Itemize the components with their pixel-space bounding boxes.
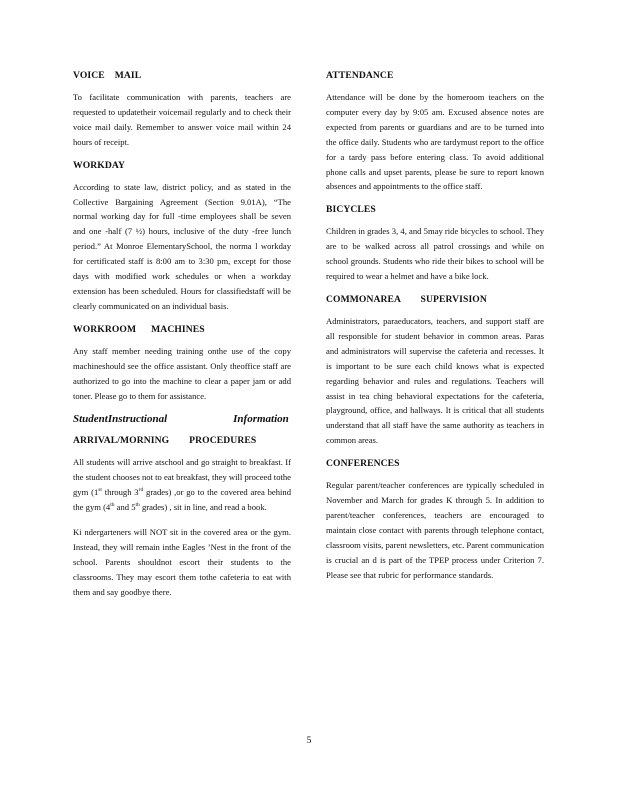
arrival-text-1	[73, 455, 291, 515]
conferences-heading: CONFERENCES	[326, 458, 400, 470]
workday-text: According to state law, district policy, and as stated in the Collective Bargaining Agreement (Section 9.01A), “The normal working day for full -time employees shall be seven and one -half (7 ½) hours, inclusive of the duty -free lunch period.” At Monroe ElementarySchool, the norma l workday for certificated staff is 8:00 am to 3:30 pm, except for those days with modified work schedules or when a workday extension has been scheduled. Hours for classifiedstaff will be clearly communicated on an individual basis.	[73, 181, 291, 311]
arrival-text-1a: All students will arrive atschool and go straight to breakfast. If the student chooses not to eat breakfast, they will proceed tothe gym (1	[73, 457, 291, 498]
common-area-heading: COMMONAREA SUPERVISION	[326, 293, 487, 305]
arrival-text-1b: through 3	[101, 487, 139, 498]
sup-th-2: th	[135, 502, 140, 509]
voice-mail-text: To facilitate communication with parents, teachers are requested to updatetheir voicemail regularly and to check their voice mail daily. Remember to answer voice mail within 24 hours of receipt.	[73, 92, 291, 147]
bicycles-heading: BICYCLES	[326, 204, 376, 216]
sup-st: st	[98, 487, 102, 494]
sup-th-1: th	[110, 502, 115, 509]
page-number: 5	[306, 736, 312, 746]
right-column	[326, 70, 544, 592]
arrival-text-1e: grades) , sit in line, and read a book.	[139, 502, 267, 513]
attendance-section	[326, 70, 544, 194]
conferences-text: Regular parent/teacher conferences are typically scheduled in November and March for grades K through 5. In addition to parent/teacher conferences, teachers are encouraged to maintain close contact with parents through telephone contact, classroom visits, parent newsletters, etc. Parent communication is crucial an d is part of the TPEP process under Criterion 7. Please see that rubric for performance standards.	[326, 480, 544, 580]
arrival-text-1d: and 5	[114, 502, 136, 513]
bicycles-section	[326, 204, 544, 284]
student-info-heading-b: Information	[233, 413, 289, 426]
workroom-text: Any staff member needing training onthe use of the copy machineshould see the office assistant. Only theoffice staff are authorized to go into the machine to clear a paper jam or add toner. Please go to them for assistance.	[73, 345, 291, 401]
workroom-section	[73, 324, 291, 404]
left-column	[73, 70, 291, 610]
voice-mail-section	[73, 70, 291, 150]
common-area-section	[326, 294, 544, 448]
arrival-text-2: Ki ndergarteners will NOT sit in the covered area or the gym. Instead, they will remain inthe Eagles ’Nest in the front of the school. Parents shouldnot escort their students to the classrooms. They may escort them tothe cafeteria to eat with them and say goodbye there.	[73, 527, 291, 597]
voice-mail-heading: VOICE MAIL	[73, 70, 142, 81]
arrival-heading: ARRIVAL/MORNING PROCEDURES	[73, 435, 257, 447]
workday-section	[73, 160, 291, 314]
workday-heading: WORKDAY	[73, 159, 126, 171]
conferences-section	[326, 458, 544, 582]
sup-rd: rd	[138, 487, 144, 494]
arrival-section	[73, 435, 291, 599]
bicycles-text: Children in grades 3, 4, and 5may ride bicycles to school. They are to be walked across all patrol crossings and while on school grounds. Students who ride their bikes to school will be required to wear a helmet and have a bike lock.	[326, 226, 544, 282]
attendance-heading: ATTENDANCE	[326, 70, 394, 81]
student-info-heading	[73, 413, 291, 425]
workroom-heading: WORKROOM MACHINES	[73, 323, 205, 335]
student-info-heading-a: StudentInstructional	[73, 413, 168, 426]
arrival-text-1c: grades) ,or go to the covered area behind the gym (4	[73, 487, 292, 513]
common-area-text: Administrators, paraeducators, teachers, and support staff are all responsible for student behavior in common areas. Paras and administrators will supervise the cafeteria and recesses. It is important to be sure each child knows what is expected regarding behavior and rules and regulations. Teachers will assist in tea ching behavioral expectations for the cafeteria, playground, office, and hallways. It is critical that all students understand that all staff have the same authority as teachers in common areas.	[326, 315, 544, 446]
attendance-text: Attendance will be done by the homeroom teachers on the computer every day by 9:05 am. Excused absence notes are expected from parents or guardians and are to be turned into the office daily. Students who are tardymust report to the office for a tardy pass before entering class. To avoid additional phone calls and upset parents, please be sure to report known absences and appointments to the office staff.	[326, 92, 544, 192]
